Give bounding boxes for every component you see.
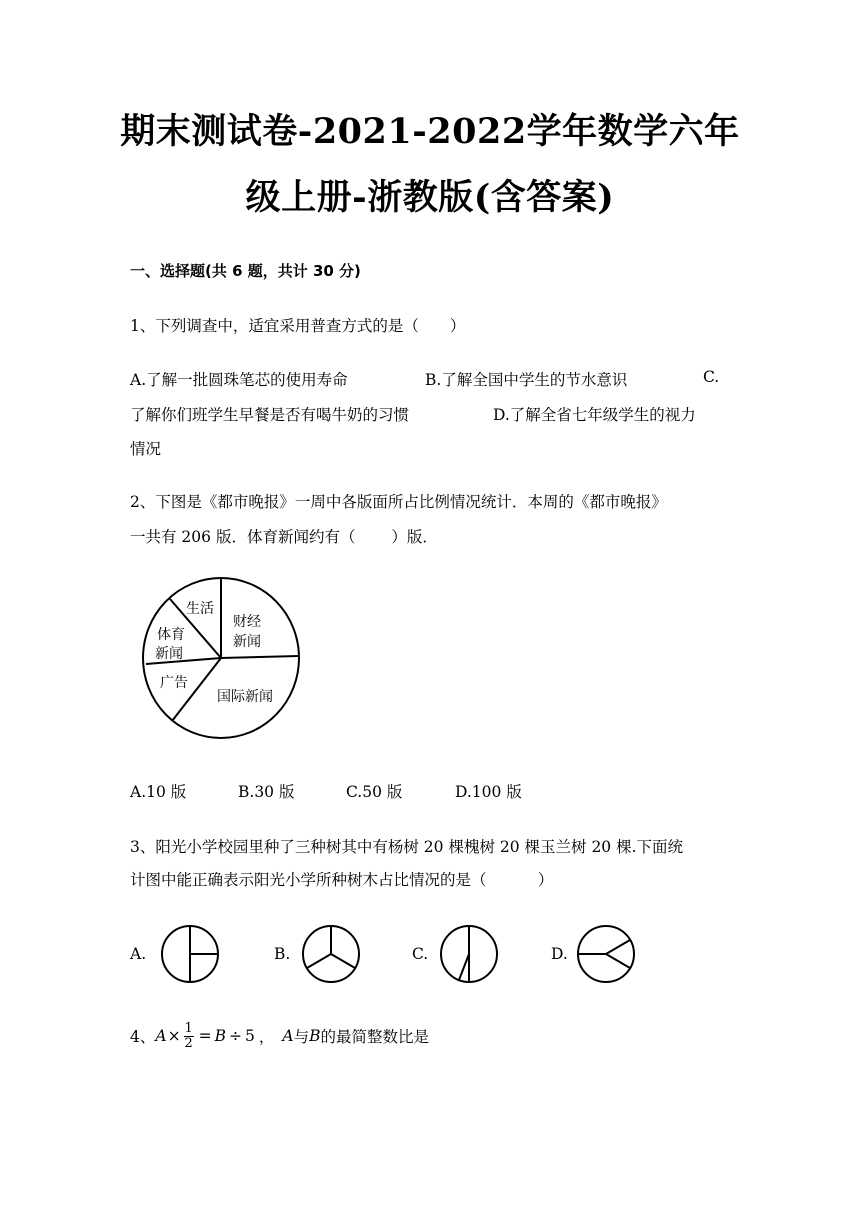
question-2-option-c: C.50 版 [346, 783, 403, 801]
pie-label-caijing-2: 新闻 [233, 634, 261, 650]
pie-label-tiyu-2: 新闻 [155, 646, 183, 662]
text-yu: 与 [293, 1028, 310, 1046]
math-fraction [184, 1022, 194, 1051]
question-1-option-d-continued: 情况 [130, 440, 162, 458]
page-title-line2: 级上册-浙教版(含答案) [245, 177, 615, 218]
math-var-a: A [155, 1027, 167, 1045]
pie-label-guoji: 国际新闻 [217, 689, 273, 705]
question-3-option-c-label: C. [412, 945, 429, 963]
question-1-option-c: 了解你们班学生早餐是否有喝牛奶的习惯 [130, 406, 410, 424]
math-divide: ÷ [228, 1027, 242, 1045]
question-4-tail: 的最简整数比是 [320, 1028, 429, 1046]
pie-label-shenghuo: 生活 [186, 601, 214, 617]
math-var-b-2: B [309, 1027, 321, 1045]
question-4-stem [130, 1014, 429, 1058]
math-var-a-2: A [282, 1027, 294, 1045]
question-1-option-a: A.了解一批圆珠笔芯的使用寿命 [130, 371, 348, 389]
pie-label-guanggao: 广告 [160, 675, 188, 691]
option-c-pie [439, 924, 501, 986]
question-2-option-d: D.100 版 [455, 783, 522, 801]
question-1-option-c-prefix: C. [703, 368, 720, 386]
question-1-option-b: B.了解全国中学生的节水意识 [425, 371, 628, 389]
math-var-b: B [214, 1027, 226, 1045]
pie-label-tiyu: 体育 [157, 627, 185, 643]
pie-divider [221, 656, 299, 658]
fraction-numerator: 1 [184, 1020, 193, 1036]
option-a-pie [160, 924, 222, 986]
question-2-stem-line1: 2、下图是《都市晚报》一周中各版面所占比例情况统计．本周的《都市晚报》 [130, 493, 667, 511]
math-comma: ， [258, 1028, 275, 1046]
question-3-option-d-label: D. [551, 945, 568, 963]
page-title-line1: 期末测试卷-2021-2022学年数学六年 [120, 111, 740, 152]
question-2-option-a: A.10 版 [130, 783, 187, 801]
question-4-prefix: 4、 [130, 1028, 156, 1046]
math-equals: = [198, 1027, 212, 1045]
section-heading: 一、选择题(共 6 题，共计 30 分) [130, 262, 361, 280]
option-b-pie [301, 924, 363, 986]
math-times: × [167, 1027, 181, 1045]
question-1-option-d: D.了解全省七年级学生的视力 [493, 406, 696, 424]
question-3-option-b-label: B. [274, 945, 291, 963]
fraction-denominator: 2 [184, 1035, 193, 1051]
question-2-stem-line2: 一共有 206 版．体育新闻约有（ ）版． [130, 528, 438, 546]
question-3-stem-line2: 计图中能正确表示阳光小学所种树木占比情况的是（ ） [130, 871, 554, 889]
question-3-stem-line1: 3、阳光小学校园里种了三种树其中有杨树 20 棵槐树 20 棵玉兰树 20 棵.下面统 [130, 838, 684, 856]
math-five: 5 [244, 1027, 255, 1045]
pie-label-caijing: 财经 [233, 614, 261, 630]
question-3-option-a-label: A. [130, 945, 147, 963]
question-2-option-b: B.30 版 [238, 783, 295, 801]
question-1-stem: 1、下列调查中，适宜采用普查方式的是（ ） [130, 317, 466, 335]
newspaper-pie-chart [140, 575, 310, 750]
option-d-pie [576, 924, 638, 986]
